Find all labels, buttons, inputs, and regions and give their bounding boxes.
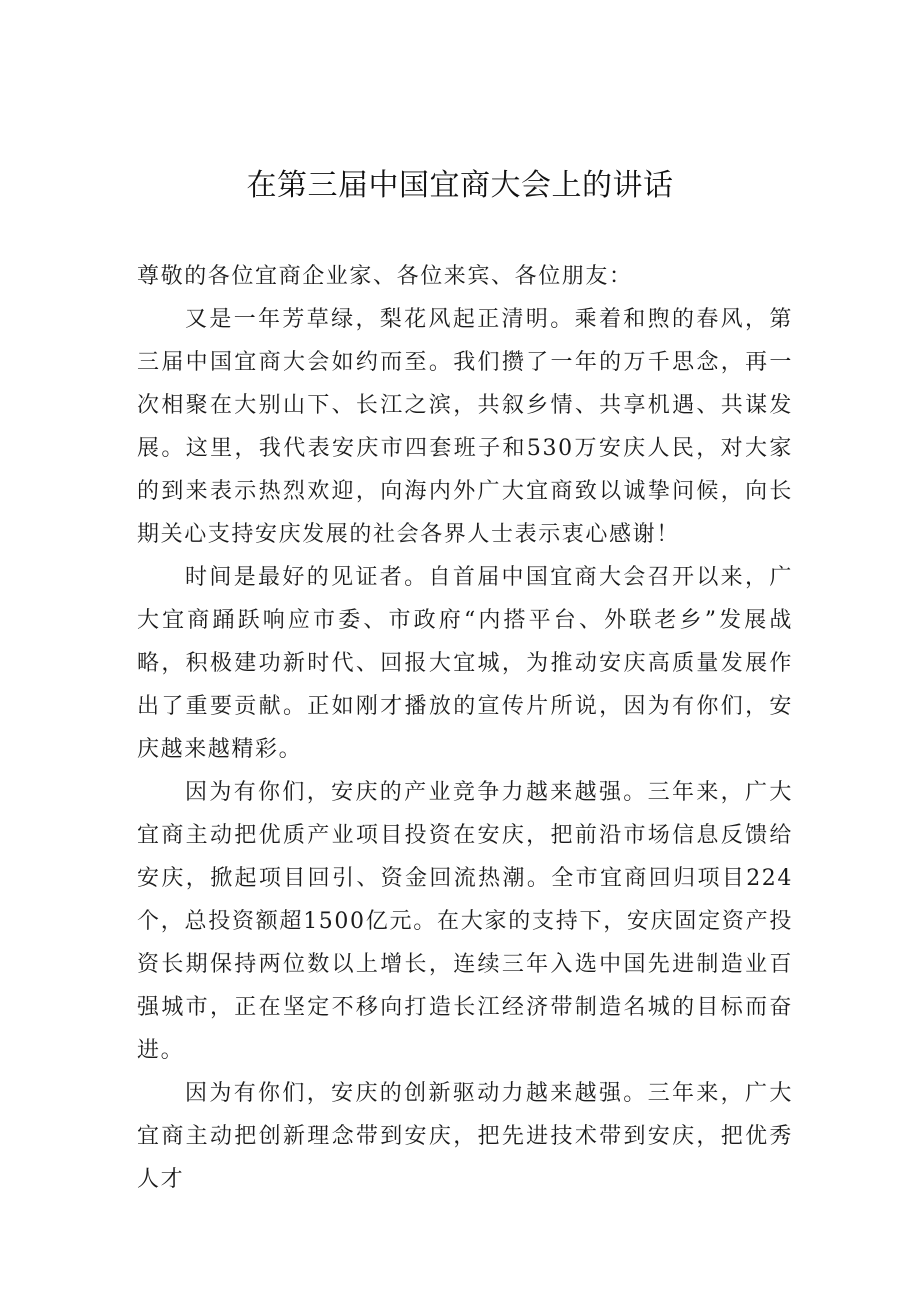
paragraph: 又是一年芳草绿，梨花风起正清明。乘着和煦的春风，第三届中国宜商大会如约而至。我们攒了一年的万千思念，再一次相聚在大别山下、长江之滨，共叙乡情、共享机遇、共谋发展。这里，我代表安庆市四套班子和530万安庆人民，对大家的到来表示热烈欢迎，向海内外广大宜商致以诚挚问候，向长期关心支持安庆发展的社会各界人士表示衷心感谢！ [137,307,793,547]
paragraph: 时间是最好的见证者。自首届中国宜商大会召开以来，广大宜商踊跃响应市委、市政府“内搭平台、外联老乡”发展战略，积极建功新时代、回报大宜城，为推动安庆高质量发展作出了重要贡献。正如刚才播放的宣传片所说，因为有你们，安庆越来越精彩。 [137,565,793,762]
document-body [137,255,793,1201]
salutation: 尊敬的各位宜商企业家、各位来宾、各位朋友： [137,264,633,289]
paragraph: 因为有你们，安庆的创新驱动力越来越强。三年来，广大宜商主动把创新理念带到安庆，把先进技术带到安庆，把优秀人才 [137,1081,793,1192]
document-title: 在第三届中国宜商大会上的讲话 [246,168,674,203]
paragraph: 因为有你们，安庆的产业竞争力越来越强。三年来，广大宜商主动把优质产业项目投资在安庆，把前沿市场信息反馈给安庆，掀起项目回引、资金回流热潮。全市宜商回归项目224个，总投资额超1500亿元。在大家的支持下，安庆固定资产投资长期保持两位数以上增长，连续三年入选中国先进制造业百强城市，正在坚定不移向打造长江经济带制造名城的目标而奋进。 [137,780,793,1063]
